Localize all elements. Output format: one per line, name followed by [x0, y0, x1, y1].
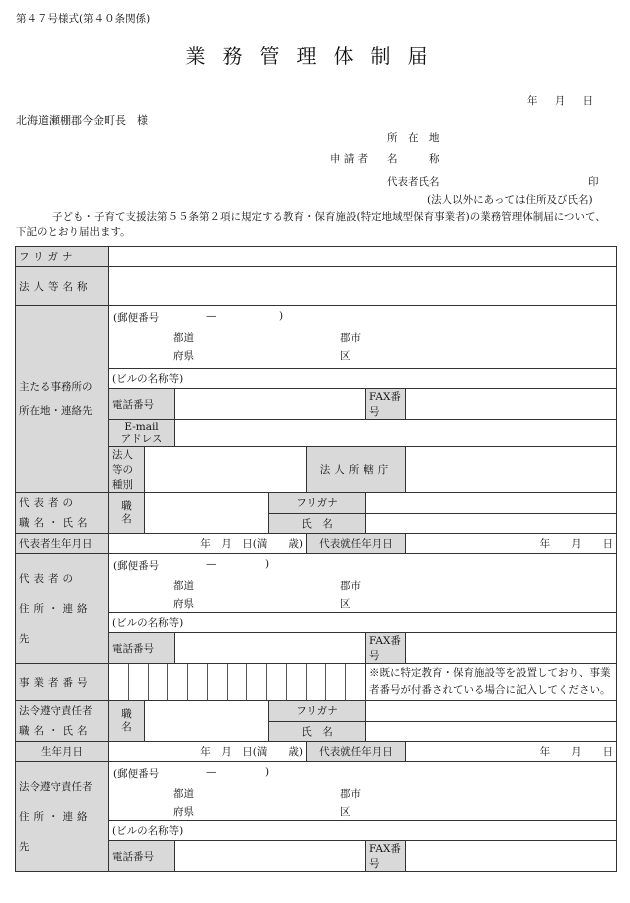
rep-address-field[interactable]: (郵便番号 — ) 都道 府県 郡市 区: [109, 554, 617, 613]
office-label: 主たる事務所の 所在地・連絡先: [16, 306, 109, 493]
compliance-furigana-field[interactable]: [366, 701, 617, 722]
biz-number-label: 事業者番号: [16, 664, 109, 701]
biz-number-boxes[interactable]: [109, 664, 366, 701]
office-fax-label: FAX番号: [366, 389, 406, 420]
compliance-fax-field[interactable]: [406, 841, 617, 872]
compliance-phone-field[interactable]: [175, 841, 366, 872]
compliance-name-label: 氏 名: [269, 721, 366, 742]
compliance-shoku-label: 職 名: [109, 701, 145, 742]
rep-furigana-field[interactable]: [366, 493, 617, 514]
rep-furigana-label: フリガナ: [269, 493, 366, 514]
rep-phone-field[interactable]: [175, 633, 366, 664]
furigana-label: フリガナ: [16, 247, 109, 267]
compliance-address-label: 法令遵守責任者 住所・連絡先: [16, 762, 109, 872]
biz-number-note: ※既に特定教育・保育施設等を設置しており、事業者番号が付番されている場合に記入してください。: [366, 664, 617, 701]
corp-name-label: 法人等名称: [16, 267, 109, 306]
rep-fax-label: FAX番号: [366, 633, 406, 664]
rep-fax-field[interactable]: [406, 633, 617, 664]
compliance-fax-label: FAX番号: [366, 841, 406, 872]
rep-name-label: 氏 名: [269, 513, 366, 534]
compliance-phone-label: 電話番号: [109, 841, 175, 872]
office-phone-label: 電話番号: [109, 389, 175, 420]
compliance-birth-label: 生年月日: [16, 742, 109, 762]
compliance-furigana-label: フリガナ: [269, 701, 366, 722]
compliance-appointed-label: 代表就任年月日: [307, 742, 406, 762]
compliance-officer-label: 法令遵守責任者 職名・氏名: [16, 701, 109, 742]
rep-birth-label: 代表者生年月日: [16, 534, 109, 554]
applicant-note: (法人以外にあっては住所及び氏名): [427, 194, 593, 206]
compliance-name-field[interactable]: [366, 721, 617, 742]
compliance-building[interactable]: (ビルの名称等): [109, 821, 617, 841]
office-phone-field[interactable]: [175, 389, 366, 420]
compliance-address-field[interactable]: (郵便番号 — ) 都道 府県 郡市 区: [109, 762, 617, 821]
applicant-group-label: 申 請 者: [330, 153, 369, 165]
submission-date: 年 月 日: [527, 95, 594, 107]
applicant-rep-label: 代表者氏名: [387, 176, 440, 188]
compliance-birth-field[interactable]: 年 月 日(満 歳): [109, 742, 307, 762]
rep-appointed-field[interactable]: 年 月 日: [406, 534, 617, 554]
intro-text: 子ども・子育て支援法第５５条第２項に規定する教育・保育施設(特定地域型保育事業者)の業務管理体制届について、下記のとおり届出ます。: [16, 211, 606, 238]
rep-label: 代表者の 職名・氏名: [16, 493, 109, 534]
email-label: E-mail アドレス: [109, 420, 175, 447]
applicant-address-label: 所 在 地: [387, 132, 440, 144]
form-number: 第４７号様式(第４０条関係): [16, 13, 151, 25]
rep-shoku-label: 職 名: [109, 493, 145, 534]
addressee: 北海道瀬棚郡今金町長 様: [16, 114, 148, 127]
furigana-field[interactable]: [109, 247, 617, 267]
compliance-appointed-field[interactable]: 年 月 日: [406, 742, 617, 762]
corp-name-field[interactable]: [109, 267, 617, 306]
registration-table: [15, 246, 617, 872]
corp-type-label: 法人等の種別: [109, 447, 145, 493]
rep-title-field[interactable]: [145, 493, 269, 534]
document-title: 業務管理体制届: [185, 44, 445, 68]
compliance-title-field[interactable]: [145, 701, 269, 742]
rep-birth-field[interactable]: 年 月 日(満 歳): [109, 534, 307, 554]
rep-building[interactable]: (ビルの名称等): [109, 613, 617, 633]
corp-authority-label: 法人所轄庁: [307, 447, 406, 493]
office-building[interactable]: (ビルの名称等): [109, 369, 617, 389]
corp-type-field[interactable]: [145, 447, 307, 493]
email-field[interactable]: [175, 420, 617, 447]
office-fax-field[interactable]: [406, 389, 617, 420]
office-address-field[interactable]: (郵便番号 — ) 都道 府県 郡市 区: [109, 306, 617, 369]
rep-phone-label: 電話番号: [109, 633, 175, 664]
rep-name-field[interactable]: [366, 513, 617, 534]
seal-mark: 印: [588, 176, 599, 188]
rep-address-label: 代表者の 住所・連絡先: [16, 554, 109, 664]
applicant-name-label: 名 称: [387, 153, 440, 165]
corp-authority-field[interactable]: [406, 447, 617, 493]
rep-appointed-label: 代表就任年月日: [307, 534, 406, 554]
